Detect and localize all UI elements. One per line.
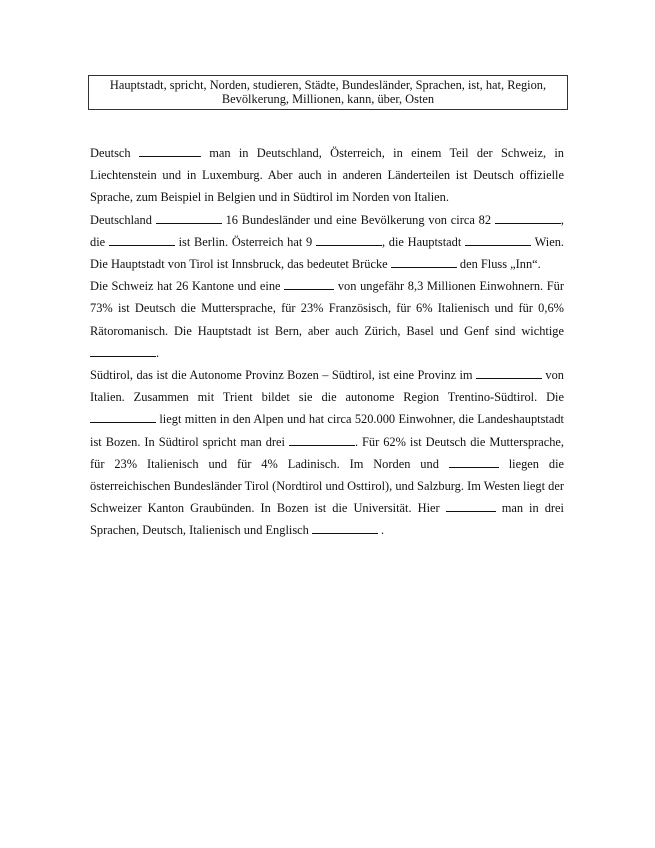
text-segment: . [156, 345, 160, 360]
text-segment: den Fluss „Inn“. [456, 257, 541, 272]
text-segment: Deutschland [90, 212, 156, 227]
paragraph-4 [90, 364, 564, 542]
answer-gap-4[interactable] [109, 234, 175, 246]
word-bank-box [88, 75, 568, 110]
answer-gap-9[interactable] [90, 345, 156, 357]
text-segment: , die [90, 212, 564, 249]
answer-gap-13[interactable] [449, 456, 499, 468]
text-segment: Deutsch [90, 146, 139, 160]
answer-gap-1[interactable] [139, 145, 201, 157]
text-segment: . [377, 523, 385, 538]
answer-gap-14[interactable] [446, 500, 496, 512]
text-segment: , die Hauptstadt [381, 234, 466, 249]
answer-gap-8[interactable] [284, 278, 334, 290]
answer-gap-10[interactable] [476, 367, 542, 379]
text-segment: man in drei Sprachen, Deutsch, Italienisch und Englisch [90, 501, 564, 538]
paragraph-2 [90, 209, 564, 276]
text-segment: Südtirol, das ist die Autonome Provinz Bozen – Südtirol, ist eine Provinz im [90, 368, 476, 383]
answer-gap-2[interactable] [156, 212, 222, 224]
text-segment: Die Schweiz hat 26 Kantone und eine [90, 279, 285, 294]
text-segment: man in Deutschland, Österreich, in einem Teil der Schweiz, in Liechtenstein und in Luxemburg. Aber auch in anderen Länderteilen ist Deutsch offizielle Sprache, zum Beispiel in Belgien und in Südtirol im Norden von Italien. [90, 146, 564, 205]
answer-gap-15[interactable] [312, 522, 378, 534]
answer-gap-11[interactable] [90, 411, 156, 423]
answer-gap-12[interactable] [289, 434, 355, 446]
text-segment: 16 Bundesländer und eine Bevölkerung von circa 82 [221, 212, 495, 227]
text-segment: liegt mitten in den Alpen und hat circa 520.000 Einwohner, die Landeshauptstadt ist Bozen. In Südtirol spricht man drei [90, 412, 564, 449]
paragraph-3 [90, 275, 564, 364]
word-bank-text: Hauptstadt, spricht, Norden, studieren, Städte, Bundesländer, Sprachen, ist, hat, Region, Bevölkerung, Millionen, kann, über, Osten [109, 78, 547, 106]
text-segment: von ungefähr 8,3 Millionen Einwohnern. Für 73% ist Deutsch die Muttersprache, für 23% Französisch, für 6% Italienisch und für 0,6% Rätoromanisch. Die Hauptstadt ist Bern, aber auch Zürich, Basel und Genf sind wichtige [90, 279, 564, 338]
fill-in-the-blank-text [90, 142, 564, 542]
answer-gap-5[interactable] [316, 234, 382, 246]
answer-gap-6[interactable] [465, 234, 531, 246]
text-segment: liegen die österreichischen Bundesländer Tirol (Nordtirol und Osttirol), und Salzburg. Im Westen liegt der Schweizer Kanton Graubünden. In Bozen ist die Universität. Hier [90, 456, 565, 516]
answer-gap-3[interactable] [495, 212, 561, 224]
answer-gap-7[interactable] [391, 256, 457, 268]
text-segment: von Italien. Zusammen mit Trient bildet sie die autonome Region Trentino-Südtirol. Die [90, 368, 564, 405]
text-segment: . Für 62% ist Deutsch die Muttersprache, für 23% Italienisch und für 4% Ladinisch. Im Norden und [90, 434, 565, 471]
text-segment: ist Berlin. Österreich hat 9 [174, 234, 316, 249]
paragraph-1 [90, 142, 564, 209]
text-segment: Wien. Die Hauptstadt von Tirol ist Innsbruck, das bedeutet Brücke [90, 234, 564, 272]
